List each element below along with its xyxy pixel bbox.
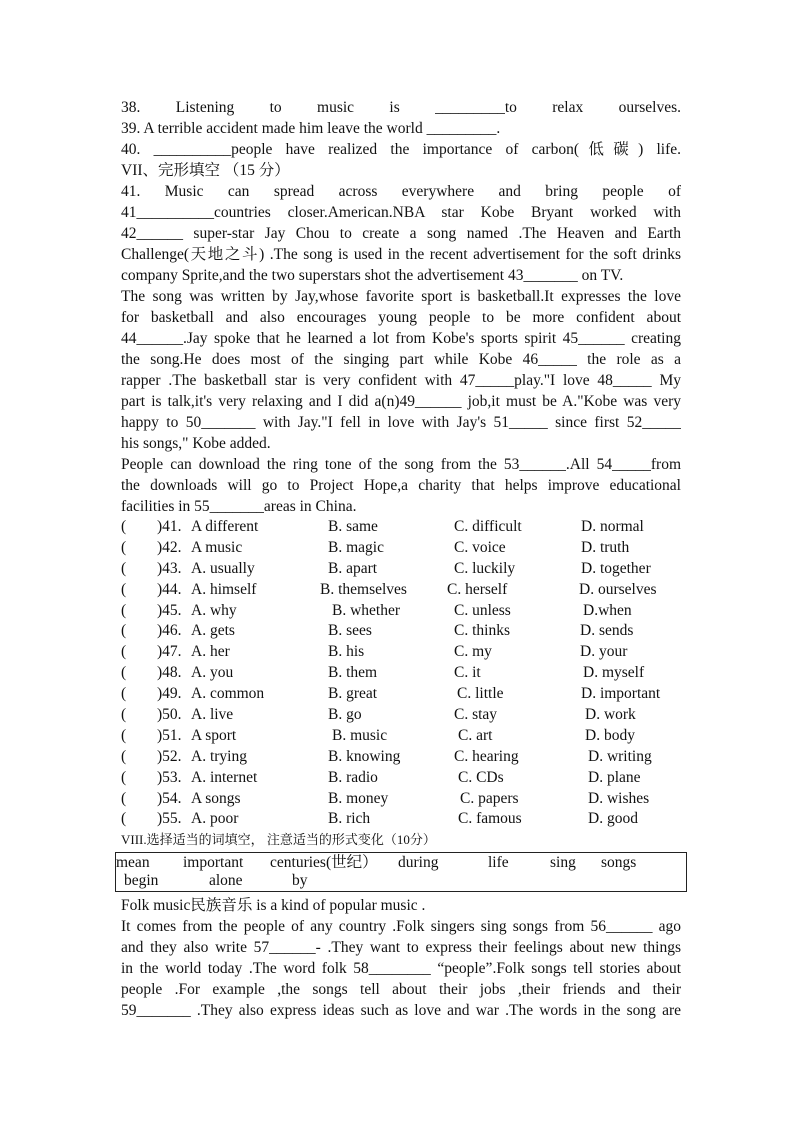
option-row-43 — [121, 559, 681, 580]
passage-line: facilities in 55_______areas in China. — [121, 498, 357, 515]
option-b: B. great — [328, 685, 378, 703]
option-row-52 — [121, 747, 681, 768]
option-a: A. common — [191, 685, 265, 703]
option-d: D. together — [581, 559, 651, 577]
option-c: C. difficult — [454, 518, 522, 535]
option-c: C. art — [458, 726, 493, 744]
word-bank-word: songs — [601, 854, 637, 872]
option-d: D. sends — [580, 622, 634, 640]
option-d: D. plane — [588, 768, 641, 786]
option-b: B. same — [328, 518, 378, 535]
passage-line: 59_______ .They also express ideas such as love and war .The words in the song are — [121, 1002, 681, 1020]
option-row-42 — [121, 538, 681, 559]
option-a: A. you — [191, 664, 234, 682]
passage-line: part is talk,it's very relaxing and I did a(n)49______ job,it must be A."Kobe was very — [121, 393, 681, 410]
option-c: C. luckily — [454, 559, 516, 577]
option-a: A. gets — [191, 622, 235, 640]
option-a: A. himself — [191, 580, 257, 598]
passage-line: 41__________countries closer.American.NBA star Kobe Bryant worked with — [121, 204, 681, 221]
question-number: )47. — [157, 643, 182, 661]
option-a: A. why — [191, 601, 237, 619]
option-b: B. magic — [328, 538, 384, 556]
option-d: D. important — [581, 685, 661, 703]
answer-paren: ( — [121, 622, 127, 640]
option-b: B. apart — [328, 559, 378, 577]
option-row-55 — [121, 809, 681, 830]
option-d: D. your — [580, 643, 628, 661]
section-8-title: VIII.选择适当的词填空， 注意适当的形式变化（10分） — [121, 832, 436, 848]
passage-line: Folk music民族音乐 is a kind of popular music . — [121, 897, 426, 915]
option-b: B. rich — [328, 810, 371, 828]
option-row-53 — [121, 768, 681, 789]
question-number: )51. — [157, 726, 182, 744]
option-row-46 — [121, 621, 681, 642]
option-b: B. knowing — [328, 747, 401, 765]
option-a: A. trying — [191, 747, 247, 765]
question-number: )53. — [157, 768, 182, 786]
option-c: C. stay — [454, 706, 498, 724]
word-bank-word: mean — [116, 854, 150, 872]
word-bank-word: centuries(世纪） — [270, 854, 378, 872]
option-a: A. live — [191, 706, 234, 724]
option-c: C. it — [454, 664, 481, 682]
question-number: )42. — [157, 538, 182, 556]
answer-paren: ( — [121, 747, 127, 765]
folk-music-passage — [121, 895, 681, 1021]
page-content — [116, 97, 681, 1021]
option-d: D. writing — [588, 747, 652, 765]
option-row-51 — [121, 726, 681, 747]
word-bank-word: by — [292, 872, 308, 890]
option-b: B. go — [328, 706, 362, 724]
option-a: A different — [191, 518, 259, 535]
option-c: C. papers — [460, 789, 519, 807]
option-row-41 — [121, 517, 681, 538]
option-row-54 — [121, 789, 681, 810]
option-c: C. hearing — [454, 747, 519, 765]
passage-line: and they also write 57______- .They want to express their feelings about new things — [121, 939, 681, 957]
passage-line: company Sprite,and the two superstars shot the advertisement 43_______ on TV. — [121, 267, 624, 284]
option-d: D. work — [585, 706, 636, 724]
option-b: B. his — [328, 643, 365, 661]
word-bank-word: important — [183, 854, 244, 872]
passage-line: the song.He does most of the singing part while Kobe 46_____ the role as a — [121, 351, 681, 368]
answer-paren: ( — [121, 768, 127, 786]
option-c: C. little — [457, 685, 504, 703]
question-number: )43. — [157, 559, 182, 577]
option-c: C. thinks — [454, 622, 510, 640]
question-39: 39. A terrible accident made him leave the world _________. — [121, 120, 501, 137]
option-c: C. famous — [458, 810, 522, 828]
question-number: )55. — [157, 810, 182, 828]
answer-paren: ( — [121, 726, 127, 744]
word-bank-word: begin — [124, 872, 159, 890]
passage-line: 44______.Jay spoke that he learned a lot from Kobe's sports spirit 45______ creating — [121, 330, 681, 347]
answer-paren: ( — [121, 810, 127, 828]
passage-line: rapper .The basketball star is very confident with 47_____play."I love 48_____ My — [121, 372, 681, 389]
option-row-48 — [121, 663, 681, 684]
answer-paren: ( — [121, 685, 127, 703]
option-a: A. internet — [191, 768, 258, 786]
question-number: )48. — [157, 664, 182, 682]
option-a: A. usually — [191, 559, 255, 577]
passage-line: his songs," Kobe added. — [121, 435, 271, 452]
option-a: A. her — [191, 643, 230, 661]
passage-line: Challenge(天地之斗) .The song is used in the recent advertisement for the soft drinks — [121, 246, 681, 263]
passage-line: 42______ super-star Jay Chou to create a song named .The Heaven and Earth — [121, 225, 681, 242]
word-bank-word: during — [398, 854, 439, 872]
option-row-50 — [121, 705, 681, 726]
question-number: )46. — [157, 622, 182, 640]
question-number: )49. — [157, 685, 182, 703]
option-c: C. unless — [454, 601, 511, 619]
option-row-47 — [121, 642, 681, 663]
answer-paren: ( — [121, 538, 127, 556]
option-d: D. wishes — [588, 789, 650, 807]
option-b: B. sees — [328, 622, 372, 640]
option-d: D.when — [583, 601, 632, 619]
option-d: D. normal — [581, 518, 644, 535]
passage-line: people .For example ,the songs tell about their jobs ,their friends and their — [121, 981, 681, 999]
option-b: B. music — [332, 726, 388, 744]
question-number: )52. — [157, 747, 182, 765]
answer-paren: ( — [121, 601, 127, 619]
question-number: )50. — [157, 706, 182, 724]
option-c: C. herself — [447, 580, 508, 598]
question-number: )41. — [157, 518, 182, 535]
passage-line: happy to 50_______ with Jay."I fell in love with Jay's 51_____ since first 52_____ — [121, 414, 681, 431]
option-d: D. body — [585, 726, 635, 744]
passage-line: It comes from the people of any country .Folk singers sing songs from 56______ ago — [121, 918, 681, 936]
question-number: )44. — [157, 580, 182, 598]
question-number: )45. — [157, 601, 182, 619]
answer-paren: ( — [121, 789, 127, 807]
answer-paren: ( — [121, 706, 127, 724]
option-b: B. them — [328, 664, 378, 682]
section-7-title: VII、完形填空 （15 分） — [121, 162, 290, 179]
passage-line: People can download the ring tone of the song from the 53______.All 54_____from — [121, 456, 681, 473]
answer-paren: ( — [121, 664, 127, 682]
option-row-45 — [121, 601, 681, 622]
option-a: A. poor — [191, 810, 239, 828]
question-40: 40. __________people have realized the importance of carbon(低碳) life. — [121, 141, 681, 158]
option-c: C. voice — [454, 538, 506, 556]
option-d: D. ourselves — [579, 580, 657, 598]
option-b: B. themselves — [320, 580, 407, 598]
word-bank-word: alone — [209, 872, 243, 890]
option-c: C. my — [454, 643, 492, 661]
word-bank-box — [115, 852, 687, 892]
option-b: B. money — [328, 789, 389, 807]
answer-paren: ( — [121, 580, 127, 598]
option-b: B. whether — [332, 601, 401, 619]
passage-line: The song was written by Jay,whose favorite sport is basketball.It expresses the love — [121, 288, 681, 305]
option-d: D. truth — [581, 538, 630, 556]
option-a: A sport — [191, 726, 237, 744]
option-row-44 — [121, 580, 681, 601]
option-d: D. good — [588, 810, 638, 828]
passage-line: for basketball and also encourages young people to be more confident about — [121, 309, 681, 326]
word-bank-word: life — [488, 854, 509, 872]
passage-line: in the world today .The word folk 58________ “people”.Folk songs tell stories about — [121, 960, 681, 978]
passage-line: 41. Music can spread across everywhere and bring people of — [121, 183, 681, 200]
cloze-passage — [121, 181, 681, 517]
option-c: C. CDs — [458, 768, 504, 786]
answer-paren: ( — [121, 559, 127, 577]
option-d: D. myself — [583, 664, 645, 682]
option-a: A music — [191, 538, 243, 556]
option-row-49 — [121, 684, 681, 705]
option-b: B. radio — [328, 768, 378, 786]
question-number: )54. — [157, 789, 182, 807]
passage-line: the downloads will go to Project Hope,a charity that helps improve educational — [121, 477, 681, 494]
answer-paren: ( — [121, 518, 127, 535]
options-list — [121, 517, 681, 830]
word-bank-word: sing — [550, 854, 576, 872]
answer-paren: ( — [121, 643, 127, 661]
question-38: 38. Listening to music is _________to relax ourselves. — [121, 99, 681, 116]
option-a: A songs — [191, 789, 241, 807]
